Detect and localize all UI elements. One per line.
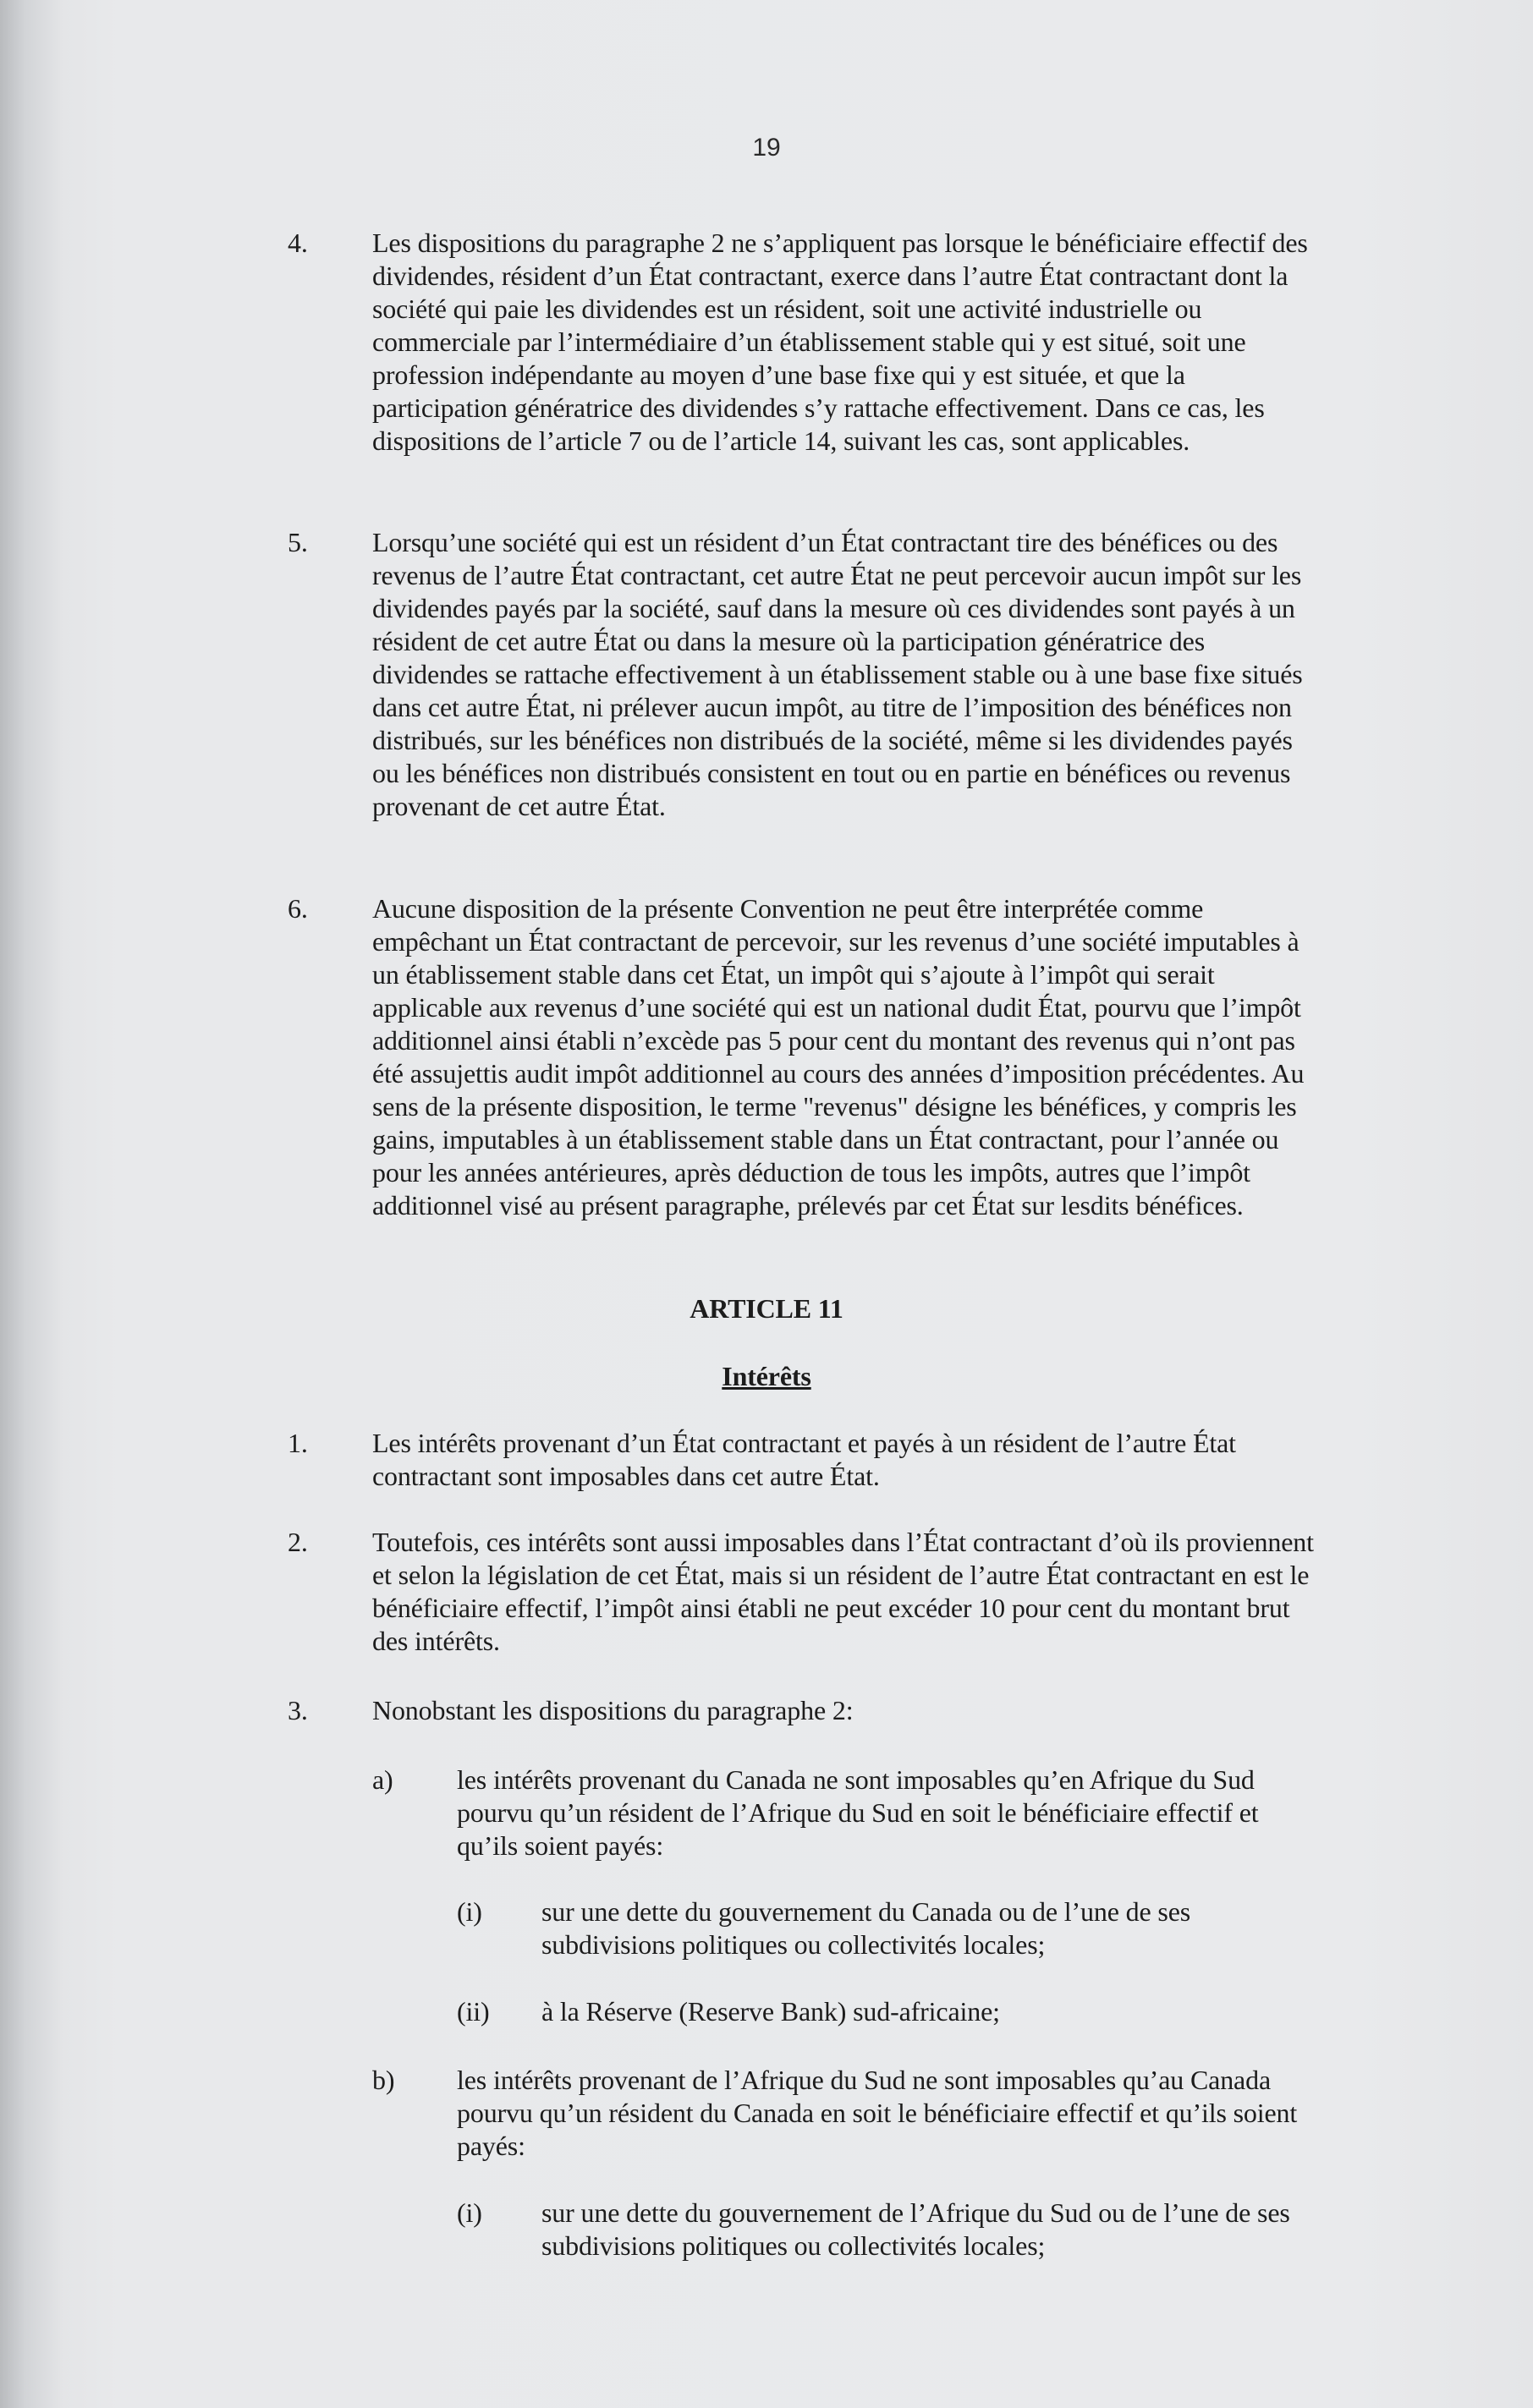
sub-item-text: les intérêts provenant du Canada ne sont imposables qu’en Afrique du Sud pourvu qu’un résident de l’Afrique du Sud en soit le bénéficiaire effectif et qu’ils soient payés: — [457, 1764, 1259, 1861]
sub-item-a-ii — [457, 1995, 1316, 2028]
article-subheading: Intérêts — [722, 1361, 811, 1391]
paragraph-number: 4. — [288, 228, 308, 258]
paragraph-5 — [288, 526, 1316, 823]
paragraph-number: 1. — [288, 1428, 308, 1458]
article-heading: ARTICLE 11 — [690, 1293, 843, 1324]
sub-item-a — [372, 1763, 1316, 1862]
sub-item-text: les intérêts provenant de l’Afrique du Sud ne sont imposables qu’au Canada pourvu qu’un résident du Canada en soit le bénéficiaire effectif et qu’ils soient payés: — [457, 2065, 1298, 2161]
paragraph-number: 3. — [288, 1695, 308, 1725]
sub-item-text: sur une dette du gouvernement du Canada ou de l’une de ses subdivisions politiques ou collectivités locales; — [541, 1896, 1191, 1960]
sub-item-text: sur une dette du gouvernement de l’Afrique du Sud ou de l’une de ses subdivisions politiques ou collectivités locales; — [541, 2197, 1290, 2261]
interest-paragraph-3 — [288, 1694, 1316, 1727]
sub-item-label: (ii) — [457, 1996, 490, 2027]
paragraph-text: Nonobstant les dispositions du paragraphe 2: — [372, 1695, 854, 1725]
paragraph-text: Les intérêts provenant d’un État contractant et payés à un résident de l’autre État contractant sont imposables dans cet autre État. — [372, 1428, 1236, 1491]
sub-item-label: a) — [372, 1764, 393, 1795]
paragraph-text: Aucune disposition de la présente Convention ne peut être interprétée comme empêchant un État contractant de percevoir, sur les revenus d’une société imputables à un établissement stable dans cet État, un impôt qui s’ajoute à l’impôt qui serait applicable aux revenus d’une société qui est un national dudit État, pourvu que l’impôt additionnel ainsi établi n’excède pas 5 pour cent du montant des revenus qui n’ont pas été assujettis audit impôt additionnel au cours des années d’imposition précédentes. Au sens de la présente disposition, le terme "revenus" désigne les bénéfices, y compris les gains, imputables à un établissement stable dans un État contractant, pour l’année ou pour les années antérieures, après déduction de tous les impôts, autres que l’impôt additionnel visé au présent paragraphe, prélevés par cet État sur lesdits bénéfices. — [372, 893, 1305, 1220]
sub-item-a-i — [457, 1895, 1316, 1961]
sub-item-label: b) — [372, 2065, 395, 2095]
paragraph-text: Lorsqu’une société qui est un résident d’un État contractant tire des bénéfices ou des revenus de l’autre État contractant, cet autre État ne peut percevoir aucun impôt sur les dividendes payés par la société, sauf dans la mesure où ces dividendes sont payés à un résident de cet autre État ou dans la mesure où la participation génératrice des dividendes se rattache effectivement à un établissement stable ou à une base fixe situés dans cet autre État, ni prélever aucun impôt, au titre de l’imposition des bénéfices non distribués, sur les bénéfices non distribués de la société, même si les dividendes payés ou les bénéfices non distribués consistent en tout ou en partie en bénéfices ou revenus provenant de cet autre État. — [372, 527, 1303, 821]
interest-paragraph-1 — [288, 1427, 1316, 1493]
sub-item-label: (i) — [457, 2197, 482, 2228]
page-number: 19 — [752, 134, 781, 162]
interest-paragraph-2 — [288, 1526, 1316, 1658]
paragraph-number: 2. — [288, 1527, 308, 1557]
sub-item-text: à la Réserve (Reserve Bank) sud-africaine; — [541, 1996, 1000, 2027]
paragraph-6 — [288, 892, 1316, 1222]
sub-item-b-i — [457, 2197, 1316, 2263]
sub-item-label: (i) — [457, 1896, 482, 1927]
sub-item-b — [372, 2064, 1316, 2163]
paragraph-text: Les dispositions du paragraphe 2 ne s’appliquent pas lorsque le bénéficiaire effectif des dividendes, résident d’un État contractant, exerce dans l’autre État contractant dont la société qui paie les dividendes est un résident, soit une activité industrielle ou commerciale par l’intermédiaire d’un établissement stable qui y est situé, soit une profession indépendante au moyen d’une base fixe qui y est située, et que la participation génératrice des dividendes s’y rattache effectivement. Dans ce cas, les dispositions de l’article 7 ou de l’article 14, suivant les cas, sont applicables. — [372, 228, 1308, 456]
paragraph-text: Toutefois, ces intérêts sont aussi imposables dans l’État contractant d’où ils proviennent et selon la législation de cet État, mais si un résident de l’autre État contractant en est le bénéficiaire effectif, l’impôt ainsi établi ne peut excéder 10 pour cent du montant brut des intérêts. — [372, 1527, 1314, 1656]
paragraph-number: 5. — [288, 527, 308, 557]
paragraph-number: 6. — [288, 893, 308, 924]
paragraph-4 — [288, 227, 1316, 458]
